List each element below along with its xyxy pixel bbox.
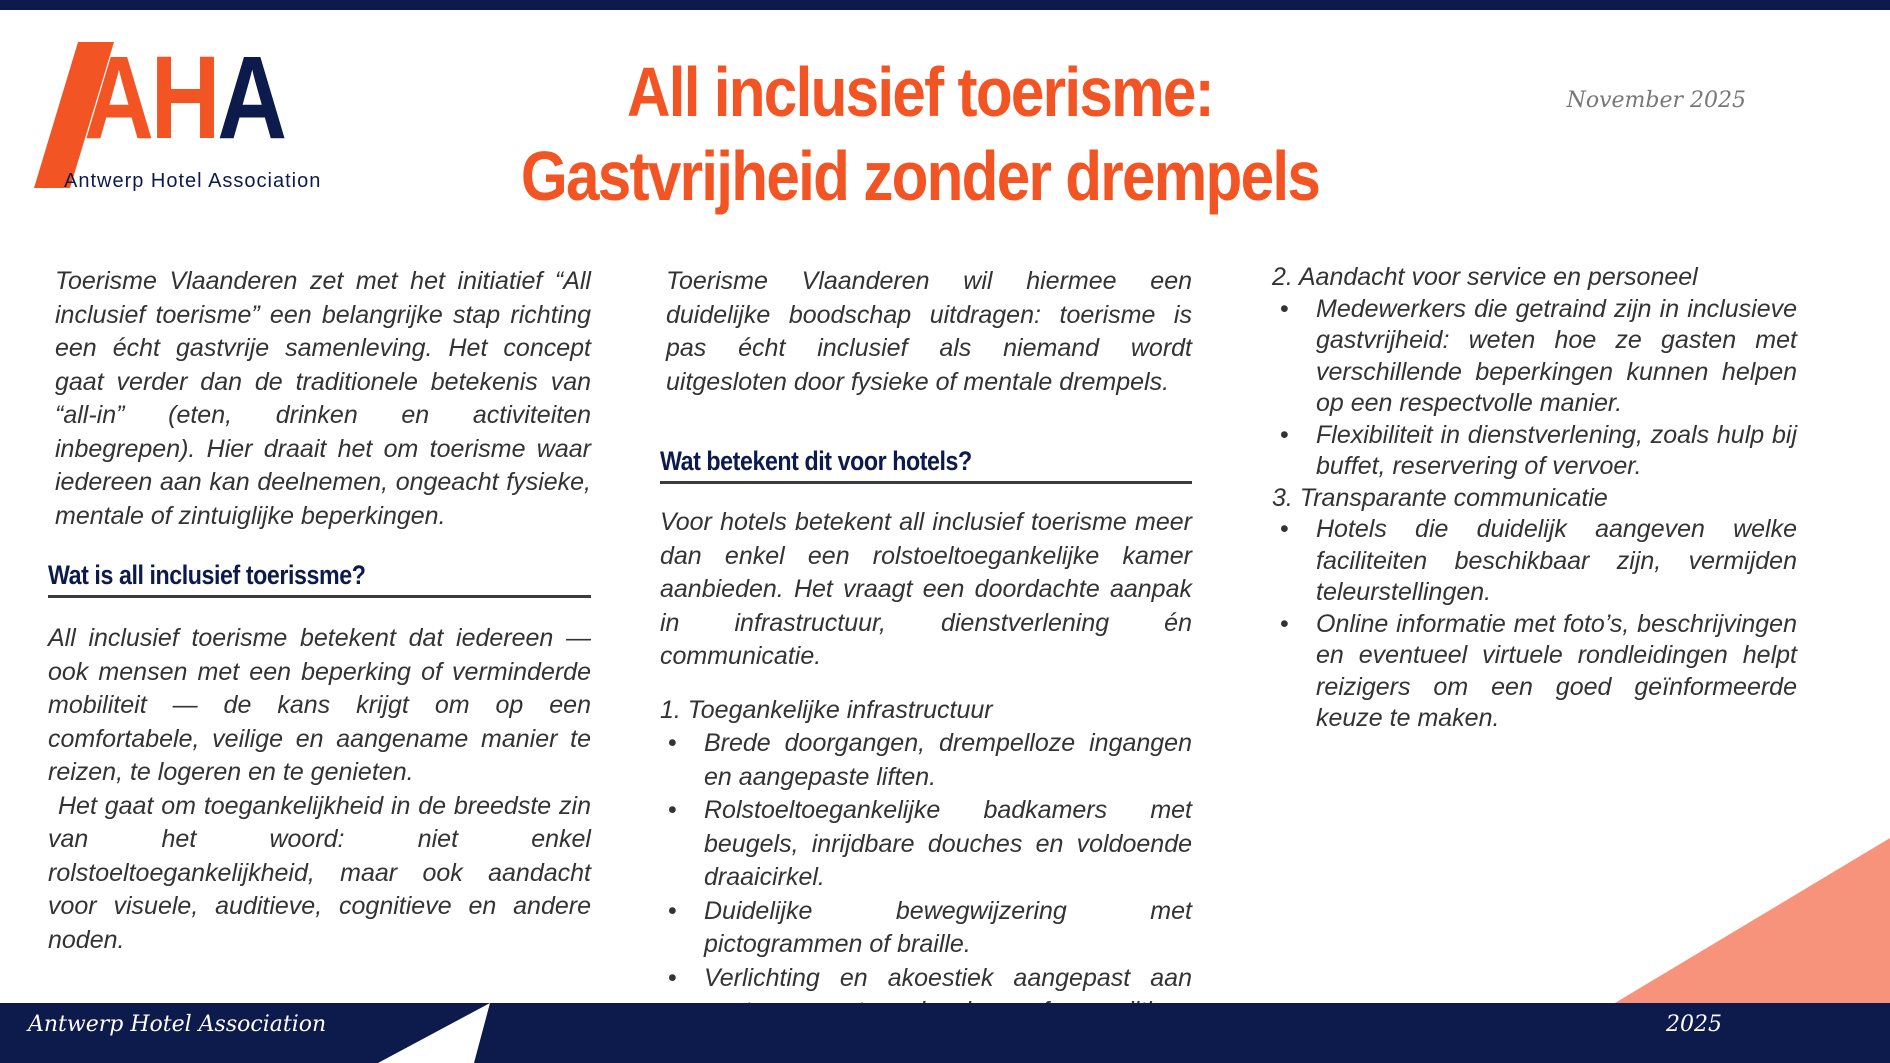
section-heading-hotels: Wat betekent dit voor hotels?	[660, 446, 972, 476]
logo-letters	[84, 28, 284, 168]
logo-letters-a: A	[217, 32, 284, 164]
corner-triangle-decoration	[1615, 838, 1890, 1003]
paragraph: All inclusief toerisme betekent dat iedereen — ook mensen met een beperking of verminderde mobiliteit — de kans krijgt om op een comfortabele, veilige en aangename manier te reizen, te logeren en te genieten.	[48, 624, 591, 786]
list-item: • Verlichting en akoestiek aangepast aan	[660, 962, 1192, 1063]
column-3	[1272, 262, 1797, 735]
date-label: November 2025	[1566, 88, 1746, 113]
aha-logo	[34, 32, 322, 198]
subsection-title: 1. Toegankelijke infrastructuur	[660, 695, 993, 724]
intro-paragraph: Toerisme Vlaanderen wil hiermee een duidelijke boodschap uitdragen: toerisme is pas écht inclusief als niemand wordt uitgesloten door fysieke of mentale drempels.	[666, 267, 1192, 396]
footer-year: 2025	[1666, 1012, 1722, 1037]
top-bar	[0, 0, 1890, 10]
paragraph: Het gaat om toegankelijkheid in de breedste zin van het woord: niet enkel rolstoeltoegankelijkheid, maar ook aandacht voor visuele, auditieve, cognitieve en andere noden.	[48, 791, 591, 954]
bullet-list	[1272, 514, 1797, 735]
subsection-title: 2. Aandacht voor service en personeel	[1272, 263, 1698, 291]
logo-subtitle: Antwerp Hotel Association	[64, 170, 322, 192]
list-item: • Rolstoeltoegankelijke badkamers met beugels, inrijdbare douches en voldoende draaicirkel.	[660, 794, 1192, 895]
logo-letters-ah: AH	[84, 32, 218, 164]
list-item: • Hotels die duidelijk aangeven welke faciliteiten beschikbaar zijn, vermijden teleurstellingen.	[1272, 514, 1797, 609]
list-item: • Duidelijke bewegwijzering met pictogrammen of braille.	[660, 895, 1192, 962]
intro-paragraph: Toerisme Vlaanderen zet met het initiatief “All inclusief toerisme” een belangrijke stap richting een écht gastvrije samenleving. Het concept gaat verder dan de traditionele betekenis van “all-in” (eten, drinken en activiteiten inbegrepen). Hier draait het om toerisme waar iedereen aan kan deelnemen, ongeacht fysieke, mentale of zintuiglijke beperkingen.	[55, 267, 591, 530]
list-item: • Medewerkers die getraind zijn in inclusieve gastvrijheid: weten hoe ze gasten met verschillende beperkingen kunnen helpen op een respectvolle manier.	[1272, 294, 1797, 420]
list-item: • Brede doorgangen, drempelloze ingangen en aangepaste liften.	[660, 727, 1192, 794]
list-item: • Flexibiliteit in dienstverlening, zoals hulp bij buffet, reservering of vervoer.	[1272, 420, 1797, 483]
footer-organization: Antwerp Hotel Association	[28, 1012, 327, 1037]
list-item: • Online informatie met foto’s, beschrijvingen en eventueel virtuele rondleidingen helpt reizigers om een goed geïnformeerde keuze te maken.	[1272, 609, 1797, 735]
section-heading-what-is: Wat is all inclusief toerissme?	[48, 560, 366, 590]
column-1	[48, 265, 591, 957]
bullet-list	[1272, 294, 1797, 483]
page-title: All inclusief toerisme: Gastvrijheid zonder drempels	[520, 53, 1320, 215]
paragraph: Voor hotels betekent all inclusief toerisme meer dan enkel een rolstoeltoegankelijke kamer aanbieden. Het vraagt een doordachte aanpak in infrastructuur, dienstverlening én communicatie.	[660, 508, 1192, 670]
subsection-title: 3. Transparante communicatie	[1272, 483, 1608, 512]
column-2	[660, 265, 1192, 1062]
